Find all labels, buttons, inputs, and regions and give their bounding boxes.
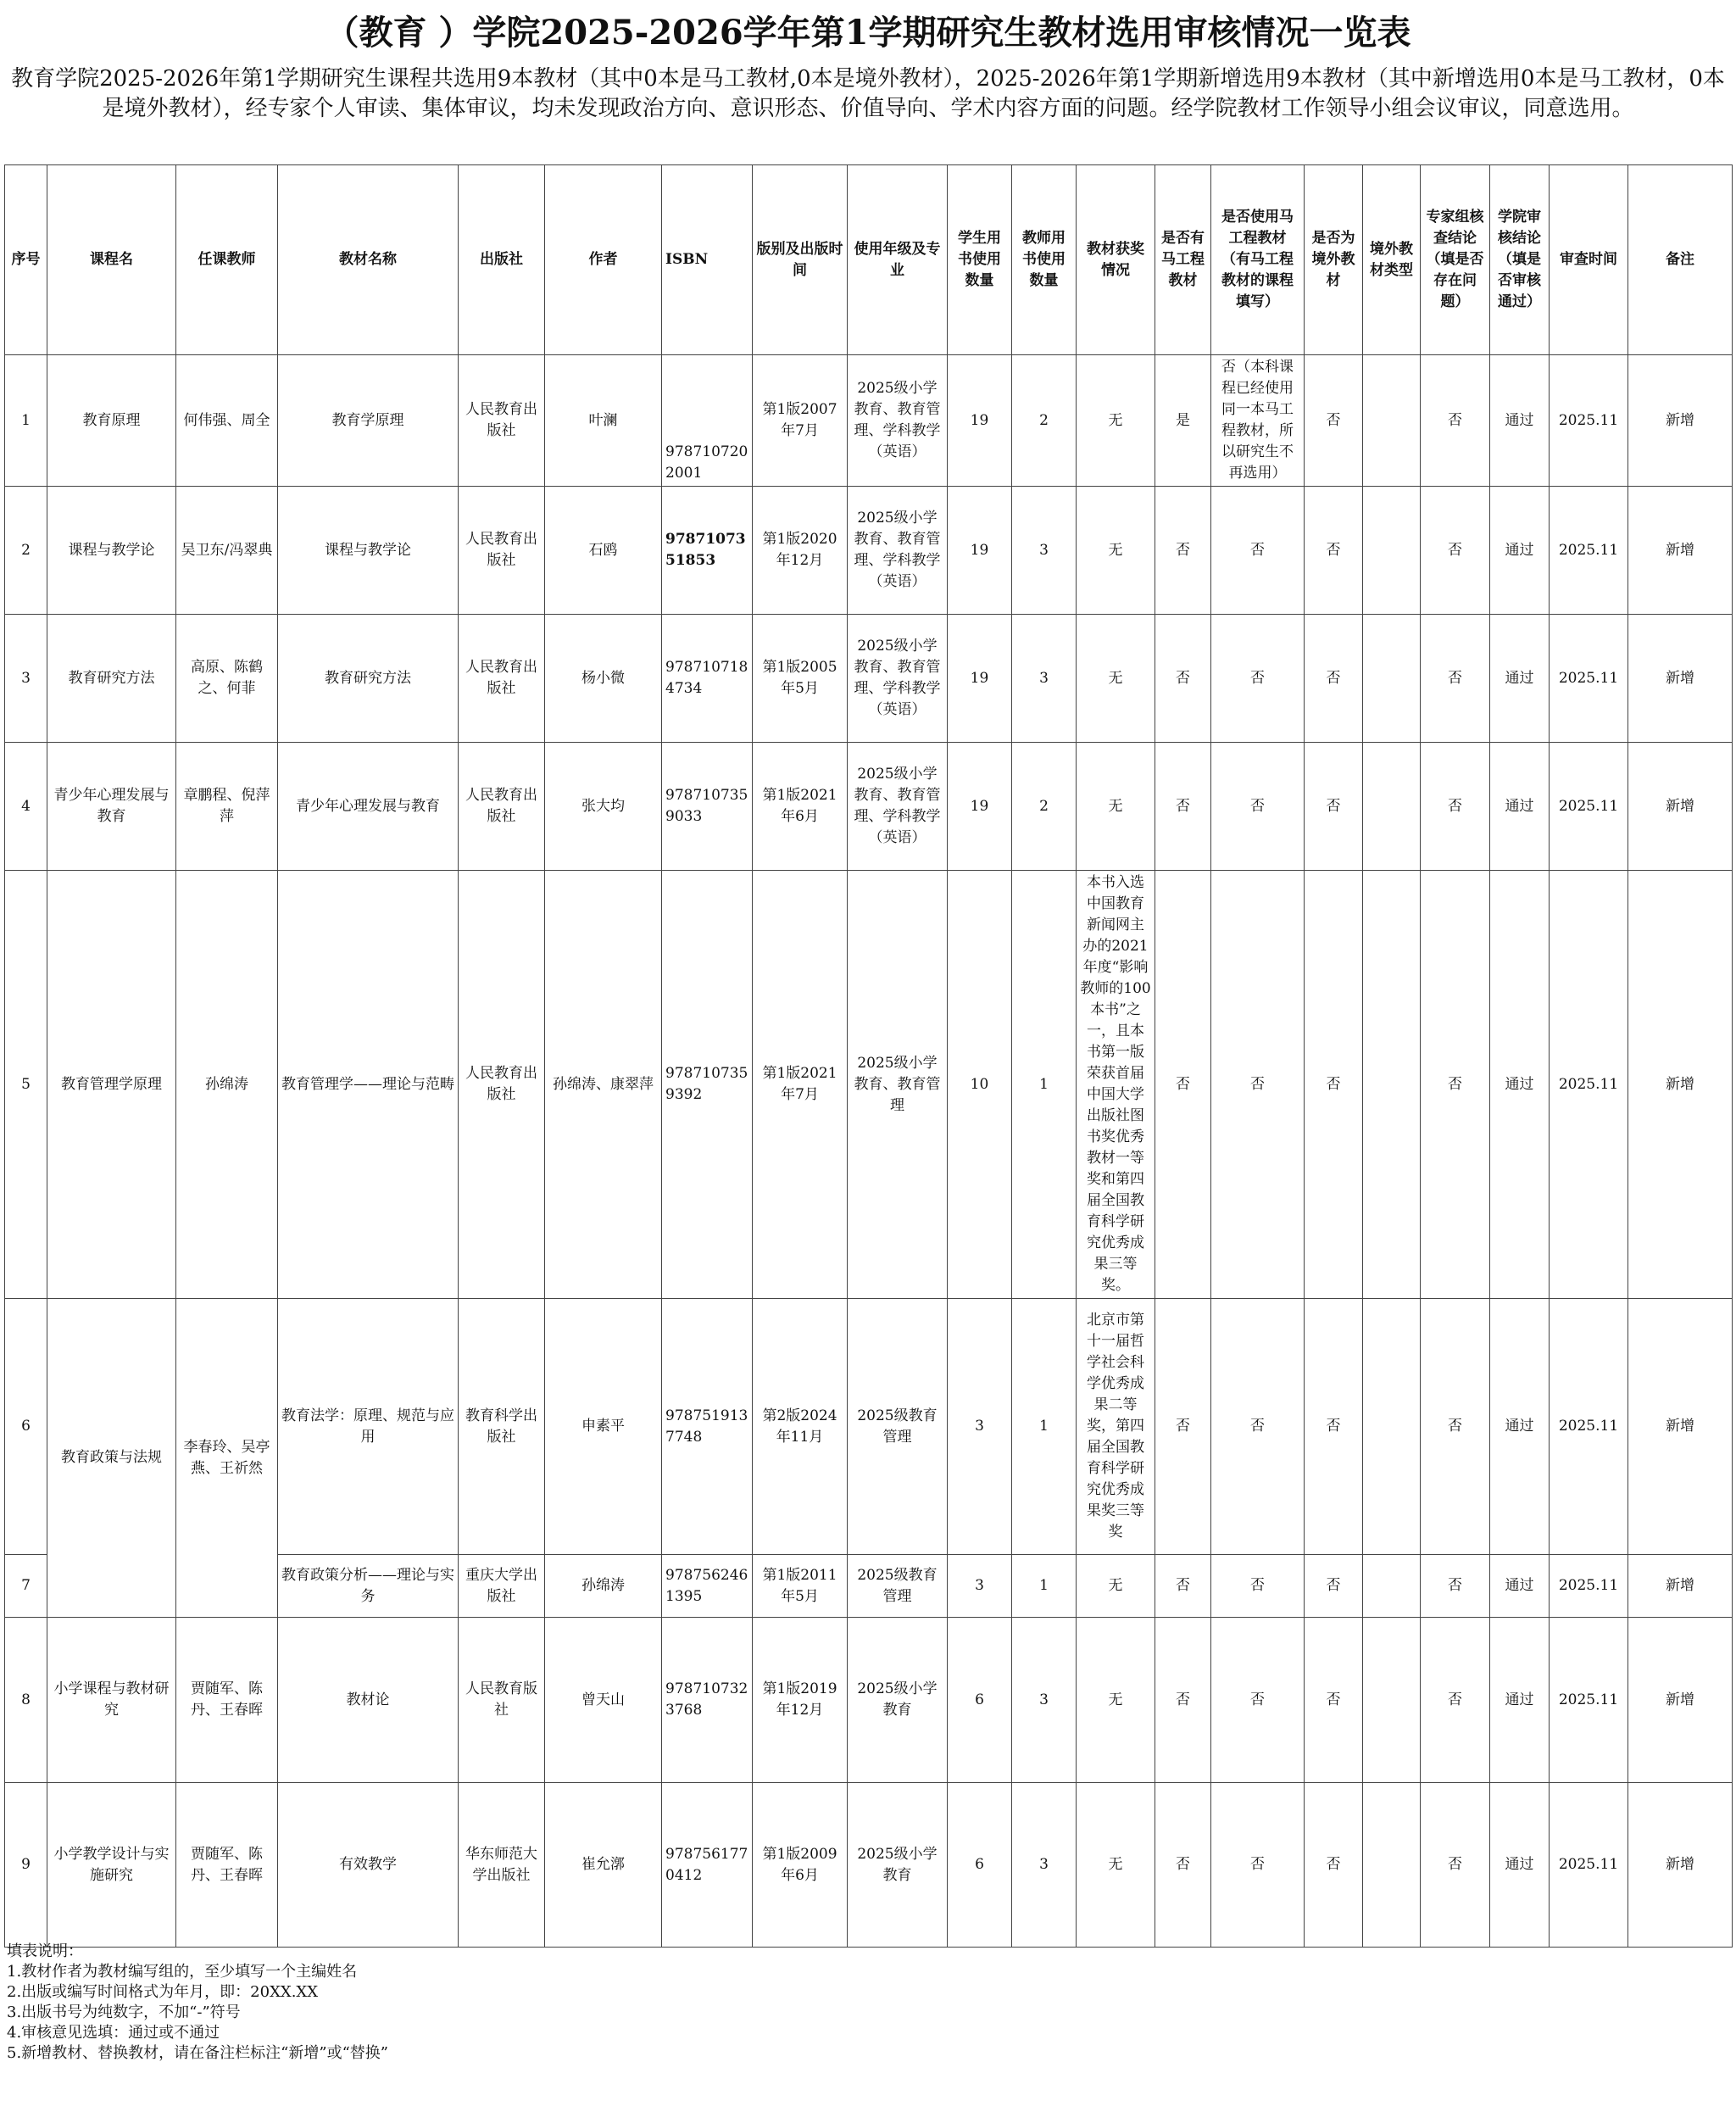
cell-foreign-type <box>1363 1555 1421 1618</box>
cell-expert: 否 <box>1421 615 1490 743</box>
cell-college: 通过 <box>1490 487 1550 615</box>
cell-major: 2025级教育管理 <box>848 1299 948 1555</box>
cell-foreign: 否 <box>1305 871 1363 1299</box>
header-book: 教材名称 <box>278 165 459 355</box>
cell-foreign: 否 <box>1305 1618 1363 1783</box>
cell-publisher: 人民教育出版社 <box>459 871 545 1299</box>
cell-teacher-qty: 2 <box>1012 743 1077 871</box>
header-student-qty: 学生用书使用数量 <box>948 165 1012 355</box>
cell-review-time: 2025.11 <box>1550 355 1628 487</box>
cell-major: 2025级小学教育、教育管理 <box>848 871 948 1299</box>
cell-edition: 第1版2007年7月 <box>753 355 848 487</box>
note-item: 2.出版或编写时间格式为年月，即：20XX.XX <box>7 1983 319 2001</box>
cell-author: 申素平 <box>545 1299 662 1555</box>
cell-foreign: 否 <box>1305 615 1363 743</box>
cell-expert: 否 <box>1421 1299 1490 1555</box>
cell-college: 通过 <box>1490 871 1550 1299</box>
header-has-mg: 是否有马工程教材 <box>1155 165 1211 355</box>
cell-expert: 否 <box>1421 871 1490 1299</box>
table-row <box>5 355 1733 487</box>
cell-publisher: 人民教育版社 <box>459 1618 545 1783</box>
cell-award: 北京市第十一届哲学社会科学优秀成果二等奖，第四届全国教育科学研究优秀成果奖三等奖 <box>1077 1299 1155 1555</box>
cell-author: 杨小微 <box>545 615 662 743</box>
header-college: 学院审核结论（填是否审核通过） <box>1490 165 1550 355</box>
cell-foreign: 否 <box>1305 487 1363 615</box>
cell-isbn: 9787561770412 <box>662 1783 753 1948</box>
cell-foreign-type <box>1363 1299 1421 1555</box>
cell-remark: 新增 <box>1628 615 1733 743</box>
cell-teacher: 吴卫东/冯翠典 <box>176 487 278 615</box>
cell-teacher: 孙绵涛 <box>176 871 278 1299</box>
note-item: 5.新增教材、替换教材，请在备注栏标注“新增”或“替换” <box>7 2044 388 2062</box>
header-expert: 专家组核查结论（填是否存在问题） <box>1421 165 1490 355</box>
cell-no: 7 <box>5 1555 47 1618</box>
cell-remark: 新增 <box>1628 1783 1733 1948</box>
cell-student-qty: 19 <box>948 615 1012 743</box>
cell-no: 9 <box>5 1783 47 1948</box>
cell-edition: 第1版2020年12月 <box>753 487 848 615</box>
header-course: 课程名 <box>47 165 176 355</box>
cell-major: 2025级小学教育 <box>848 1618 948 1783</box>
cell-edition: 第1版2011年5月 <box>753 1555 848 1618</box>
cell-edition: 第1版2021年6月 <box>753 743 848 871</box>
cell-publisher: 重庆大学出版社 <box>459 1555 545 1618</box>
cell-foreign-type <box>1363 1618 1421 1783</box>
cell-remark: 新增 <box>1628 743 1733 871</box>
cell-course: 小学教学设计与实施研究 <box>47 1783 176 1948</box>
cell-expert: 否 <box>1421 1783 1490 1948</box>
cell-teacher: 贾随军、陈丹、王春晖 <box>176 1783 278 1948</box>
cell-award: 本书入选中国教育新闻网主办的2021年度“影响教师的100本书”之一，且本书第一版荣获首届中国大学出版社图书奖优秀教材一等奖和第四届全国教育科学研究优秀成果三等奖。 <box>1077 871 1155 1299</box>
cell-major: 2025级小学教育、教育管理、学科教学（英语） <box>848 743 948 871</box>
cell-edition: 第1版2009年6月 <box>753 1783 848 1948</box>
header-teacher: 任课教师 <box>176 165 278 355</box>
header-author: 作者 <box>545 165 662 355</box>
header-major: 使用年级及专业 <box>848 165 948 355</box>
cell-isbn: 9787107202001 <box>662 355 753 487</box>
cell-has-mg: 否 <box>1155 871 1211 1299</box>
cell-major: 2025级教育管理 <box>848 1555 948 1618</box>
cell-book: 教育研究方法 <box>278 615 459 743</box>
cell-review-time: 2025.11 <box>1550 487 1628 615</box>
cell-major: 2025级小学教育、教育管理、学科教学（英语） <box>848 487 948 615</box>
cell-college: 通过 <box>1490 355 1550 487</box>
cell-no: 3 <box>5 615 47 743</box>
table-row <box>5 1299 1733 1555</box>
cell-student-qty: 19 <box>948 487 1012 615</box>
header-foreign: 是否为境外教材 <box>1305 165 1363 355</box>
cell-student-qty: 10 <box>948 871 1012 1299</box>
cell-publisher: 教育科学出版社 <box>459 1299 545 1555</box>
cell-use-mg: 否 <box>1211 743 1305 871</box>
cell-author: 曾天山 <box>545 1618 662 1783</box>
cell-review-time: 2025.11 <box>1550 615 1628 743</box>
cell-expert: 否 <box>1421 743 1490 871</box>
header-publisher: 出版社 <box>459 165 545 355</box>
table-row <box>5 487 1733 615</box>
note-item: 4.审核意见选填：通过或不通过 <box>7 2024 220 2042</box>
cell-book: 课程与教学论 <box>278 487 459 615</box>
cell-teacher-qty: 1 <box>1012 1555 1077 1618</box>
cell-course: 课程与教学论 <box>47 487 176 615</box>
cell-remark: 新增 <box>1628 1555 1733 1618</box>
header-use-mg: 是否使用马工程教材（有马工程教材的课程填写） <box>1211 165 1305 355</box>
cell-review-time: 2025.11 <box>1550 1618 1628 1783</box>
cell-award: 无 <box>1077 615 1155 743</box>
cell-major: 2025级小学教育、教育管理、学科教学（英语） <box>848 615 948 743</box>
cell-teacher: 章鹏程、倪萍萍 <box>176 743 278 871</box>
cell-expert: 否 <box>1421 487 1490 615</box>
cell-author: 石鸥 <box>545 487 662 615</box>
cell-remark: 新增 <box>1628 1618 1733 1783</box>
cell-student-qty: 3 <box>948 1299 1012 1555</box>
cell-teacher: 贾随军、陈丹、王春晖 <box>176 1618 278 1783</box>
cell-review-time: 2025.11 <box>1550 871 1628 1299</box>
cell-use-mg: 否（本科课程已经使用同一本马工程教材，所以研究生不再选用） <box>1211 355 1305 487</box>
cell-no: 6 <box>5 1299 47 1555</box>
cell-author: 孙绵涛 <box>545 1555 662 1618</box>
cell-book: 教育政策分析——理论与实务 <box>278 1555 459 1618</box>
cell-student-qty: 6 <box>948 1618 1012 1783</box>
cell-award: 无 <box>1077 1555 1155 1618</box>
cell-teacher-qty: 1 <box>1012 1299 1077 1555</box>
cell-college: 通过 <box>1490 1299 1550 1555</box>
textbook-table <box>4 164 1733 1948</box>
header-edition: 版别及出版时间 <box>753 165 848 355</box>
cell-foreign: 否 <box>1305 355 1363 487</box>
cell-edition: 第1版2005年5月 <box>753 615 848 743</box>
cell-course: 青少年心理发展与教育 <box>47 743 176 871</box>
cell-edition: 第1版2021年7月 <box>753 871 848 1299</box>
cell-publisher: 人民教育出版社 <box>459 743 545 871</box>
cell-has-mg: 是 <box>1155 355 1211 487</box>
cell-no: 8 <box>5 1618 47 1783</box>
header-no: 序号 <box>5 165 47 355</box>
cell-use-mg: 否 <box>1211 871 1305 1299</box>
cell-review-time: 2025.11 <box>1550 743 1628 871</box>
cell-book: 有效教学 <box>278 1783 459 1948</box>
cell-author: 张大均 <box>545 743 662 871</box>
cell-use-mg: 否 <box>1211 1555 1305 1618</box>
cell-expert: 否 <box>1421 1618 1490 1783</box>
cell-foreign: 否 <box>1305 1783 1363 1948</box>
table-row <box>5 1618 1733 1783</box>
cell-teacher-qty: 3 <box>1012 487 1077 615</box>
table-row <box>5 743 1733 871</box>
cell-no: 1 <box>5 355 47 487</box>
cell-has-mg: 否 <box>1155 1299 1211 1555</box>
cell-foreign: 否 <box>1305 743 1363 871</box>
cell-book: 教育管理学——理论与范畴 <box>278 871 459 1299</box>
cell-course: 教育政策与法规 <box>47 1299 176 1618</box>
cell-publisher: 人民教育出版社 <box>459 615 545 743</box>
cell-remark: 新增 <box>1628 355 1733 487</box>
cell-teacher-qty: 2 <box>1012 355 1077 487</box>
cell-award: 无 <box>1077 355 1155 487</box>
cell-student-qty: 6 <box>948 1783 1012 1948</box>
cell-remark: 新增 <box>1628 487 1733 615</box>
cell-author: 崔允漷 <box>545 1783 662 1948</box>
header-review-time: 审查时间 <box>1550 165 1628 355</box>
cell-teacher-qty: 1 <box>1012 871 1077 1299</box>
cell-foreign: 否 <box>1305 1555 1363 1618</box>
cell-review-time: 2025.11 <box>1550 1555 1628 1618</box>
cell-college: 通过 <box>1490 743 1550 871</box>
cell-foreign-type <box>1363 355 1421 487</box>
cell-book: 教育学原理 <box>278 355 459 487</box>
cell-has-mg: 否 <box>1155 615 1211 743</box>
header-award: 教材获奖情况 <box>1077 165 1155 355</box>
cell-award: 无 <box>1077 743 1155 871</box>
cell-teacher: 高原、陈鹤之、何菲 <box>176 615 278 743</box>
cell-course: 教育管理学原理 <box>47 871 176 1299</box>
cell-college: 通过 <box>1490 1618 1550 1783</box>
cell-student-qty: 3 <box>948 1555 1012 1618</box>
cell-no: 5 <box>5 871 47 1299</box>
cell-college: 通过 <box>1490 1555 1550 1618</box>
document-title: （教育 ）学院2025-2026学年第1学期研究生教材选用审核情况一览表 <box>325 13 1411 53</box>
note-item: 3.出版书号为纯数字，不加“-”符号 <box>7 2003 241 2021</box>
cell-has-mg: 否 <box>1155 1555 1211 1618</box>
table-row <box>5 615 1733 743</box>
cell-foreign-type <box>1363 743 1421 871</box>
cell-award: 无 <box>1077 1618 1155 1783</box>
cell-isbn: 9787107359392 <box>662 871 753 1299</box>
cell-isbn: 9787107359033 <box>662 743 753 871</box>
cell-foreign-type <box>1363 615 1421 743</box>
cell-isbn: 9787562461395 <box>662 1555 753 1618</box>
cell-award: 无 <box>1077 1783 1155 1948</box>
cell-foreign-type <box>1363 871 1421 1299</box>
cell-use-mg: 否 <box>1211 1618 1305 1783</box>
cell-isbn: 9787519137748 <box>662 1299 753 1555</box>
cell-teacher-qty: 3 <box>1012 615 1077 743</box>
cell-review-time: 2025.11 <box>1550 1299 1628 1555</box>
cell-teacher-qty: 3 <box>1012 1618 1077 1783</box>
cell-book: 教材论 <box>278 1618 459 1783</box>
filling-notes <box>7 1942 1024 2064</box>
table-row <box>5 871 1733 1299</box>
cell-course: 教育研究方法 <box>47 615 176 743</box>
cell-student-qty: 19 <box>948 743 1012 871</box>
header-isbn: ISBN <box>662 165 753 355</box>
note-item: 1.教材作者为教材编写组的，至少填写一个主编姓名 <box>7 1963 358 1981</box>
cell-has-mg: 否 <box>1155 743 1211 871</box>
cell-student-qty: 19 <box>948 355 1012 487</box>
cell-college: 通过 <box>1490 1783 1550 1948</box>
cell-publisher: 人民教育出版社 <box>459 487 545 615</box>
cell-has-mg: 否 <box>1155 487 1211 615</box>
cell-use-mg: 否 <box>1211 615 1305 743</box>
cell-no: 4 <box>5 743 47 871</box>
cell-no: 2 <box>5 487 47 615</box>
cell-major: 2025级小学教育 <box>848 1783 948 1948</box>
cell-teacher: 李春玲、吴亭燕、王祈然 <box>176 1299 278 1618</box>
textbook-table-wrapper <box>4 164 1732 1948</box>
cell-publisher: 人民教育出版社 <box>459 355 545 487</box>
notes-heading: 填表说明： <box>7 1942 83 1960</box>
cell-course: 小学课程与教材研究 <box>47 1618 176 1783</box>
cell-book: 青少年心理发展与教育 <box>278 743 459 871</box>
cell-isbn: 9787107351853 <box>662 487 753 615</box>
cell-teacher: 何伟强、周全 <box>176 355 278 487</box>
table-row <box>5 1783 1733 1948</box>
cell-teacher-qty: 3 <box>1012 1783 1077 1948</box>
cell-use-mg: 否 <box>1211 487 1305 615</box>
cell-publisher: 华东师范大学出版社 <box>459 1783 545 1948</box>
header-foreign-type: 境外教材类型 <box>1363 165 1421 355</box>
cell-remark: 新增 <box>1628 871 1733 1299</box>
cell-has-mg: 否 <box>1155 1618 1211 1783</box>
cell-award: 无 <box>1077 487 1155 615</box>
cell-college: 通过 <box>1490 615 1550 743</box>
cell-isbn: 9787107184734 <box>662 615 753 743</box>
cell-major: 2025级小学教育、教育管理、学科教学（英语） <box>848 355 948 487</box>
cell-remark: 新增 <box>1628 1299 1733 1555</box>
cell-use-mg: 否 <box>1211 1299 1305 1555</box>
cell-isbn: 9787107323768 <box>662 1618 753 1783</box>
cell-book: 教育法学：原理、规范与应用 <box>278 1299 459 1555</box>
cell-author: 孙绵涛、康翠萍 <box>545 871 662 1299</box>
header-teacher-qty: 教师用书使用数量 <box>1012 165 1077 355</box>
cell-foreign-type <box>1363 487 1421 615</box>
cell-use-mg: 否 <box>1211 1783 1305 1948</box>
header-remark: 备注 <box>1628 165 1733 355</box>
cell-expert: 否 <box>1421 1555 1490 1618</box>
cell-author: 叶澜 <box>545 355 662 487</box>
summary-paragraph: 教育学院2025-2026年第1学期研究生课程共选用9本教材（其中0本是马工教材,0本是境外教材），2025-2026年第1学期新增选用9本教材（其中新增选用0本是马工教材，0本是境外教材），经专家个人审读、集体审议，均未发现政治方向、意识形态、价值导向、学术内容方面的问题。经学院教材工作领导小组会议审议，同意选用。 <box>11 66 1725 121</box>
cell-edition: 第1版2019年12月 <box>753 1618 848 1783</box>
cell-foreign-type <box>1363 1783 1421 1948</box>
cell-has-mg: 否 <box>1155 1783 1211 1948</box>
cell-expert: 否 <box>1421 355 1490 487</box>
cell-course: 教育原理 <box>47 355 176 487</box>
cell-review-time: 2025.11 <box>1550 1783 1628 1948</box>
cell-foreign: 否 <box>1305 1299 1363 1555</box>
table-header-row <box>5 165 1733 355</box>
cell-edition: 第2版2024年11月 <box>753 1299 848 1555</box>
